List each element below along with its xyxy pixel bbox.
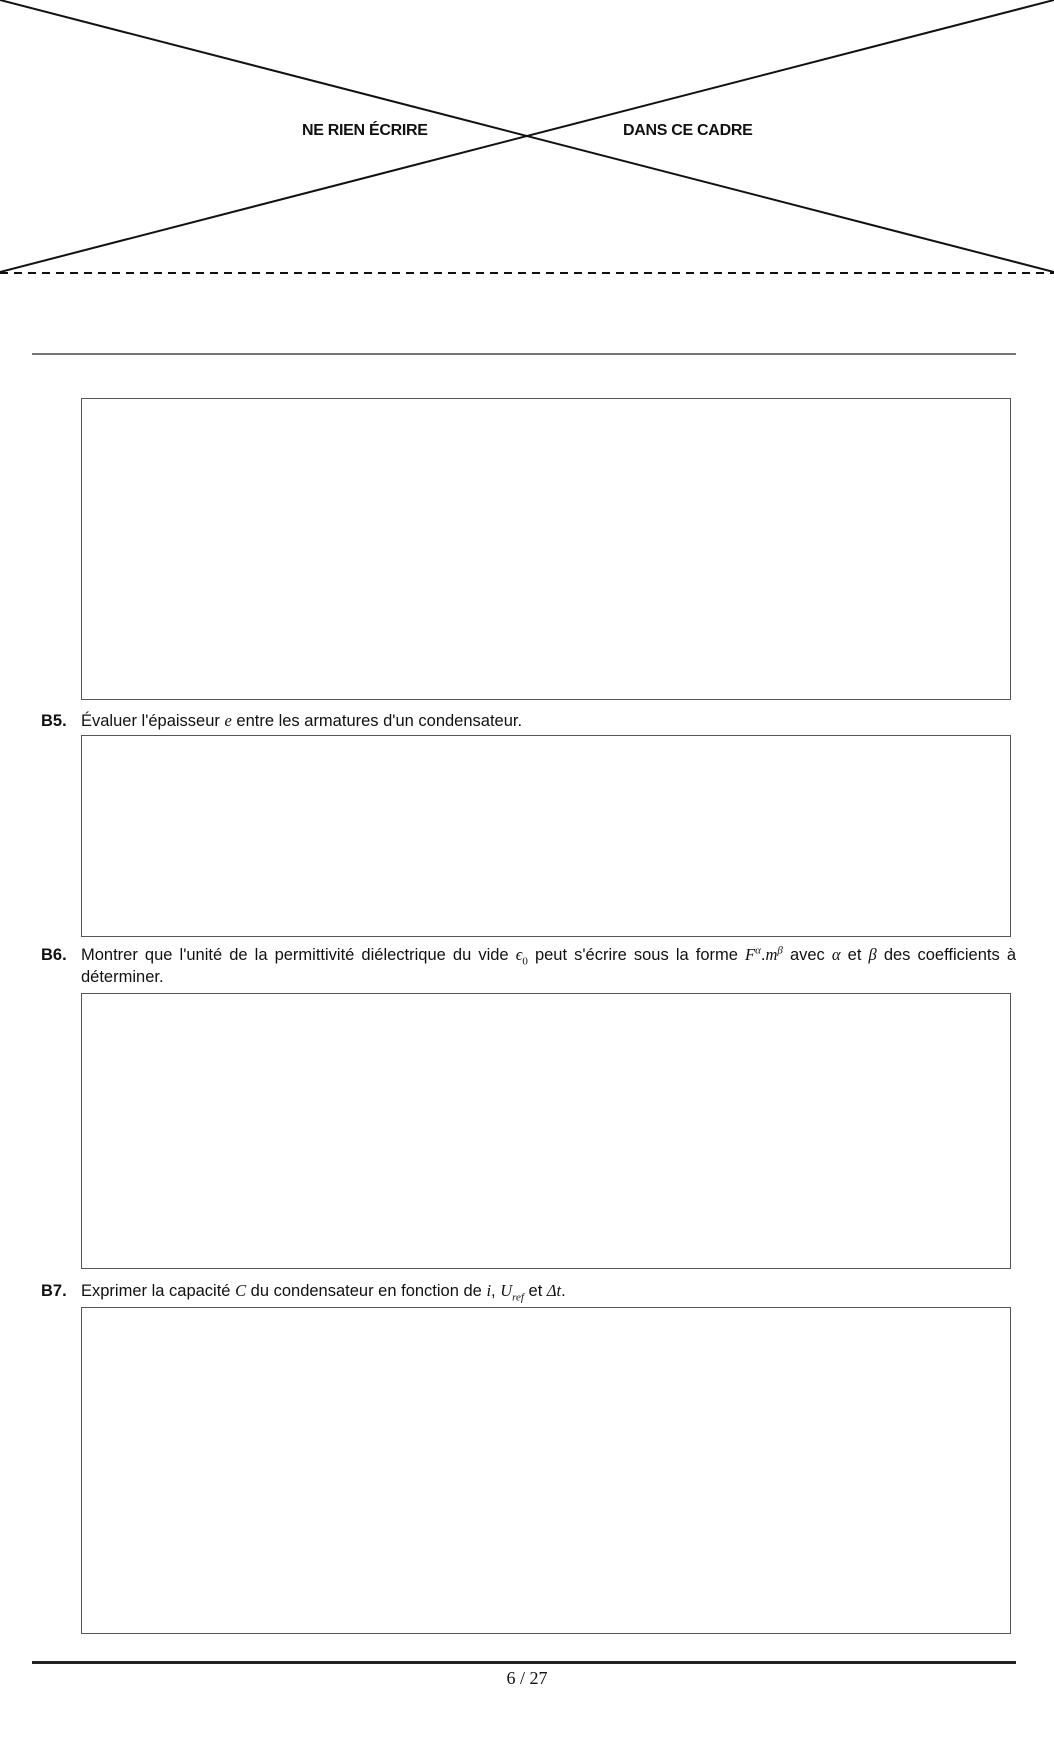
math-alpha: α: [755, 944, 761, 957]
question-text: du condensateur en fonction de: [246, 1282, 487, 1300]
math-delta-t: Δt: [546, 1281, 562, 1300]
question-text: Exprimer la capacité: [81, 1282, 236, 1300]
question-text: avec: [782, 946, 832, 964]
answer-box-b6[interactable]: [81, 993, 1011, 1269]
math-sub: ref: [512, 1291, 524, 1304]
math-dot: .: [760, 946, 766, 964]
no-write-label-right: DANS CE CADRE: [623, 122, 753, 139]
math-F: F: [745, 945, 756, 964]
footer-rule: [32, 1661, 1016, 1664]
question-text: et: [523, 1282, 547, 1300]
question-text: peut s'écrire sous la forme: [527, 946, 745, 964]
math-U: U: [500, 1281, 513, 1300]
math-sub: 0: [522, 955, 528, 968]
math-beta: β: [777, 944, 783, 957]
answer-box-b7[interactable]: [81, 1307, 1011, 1634]
header-rule: [32, 353, 1016, 355]
question-text: Évaluer l'épaisseur: [81, 712, 225, 730]
question-text: et: [840, 946, 869, 964]
answer-box-b4[interactable]: [81, 398, 1011, 700]
math-alpha: α: [831, 945, 841, 964]
math-epsilon: ϵ: [515, 945, 523, 964]
question-label: B7.: [41, 1282, 67, 1300]
question-text: entre les armatures d'un condensateur.: [231, 712, 523, 730]
question-text: Montrer que l'unité de la permittivité diélectrique du vide: [81, 946, 516, 964]
math-m: m: [765, 945, 778, 964]
separator: ,: [491, 1282, 501, 1300]
question-b6: [41, 944, 1016, 988]
no-write-label-left: NE RIEN ÉCRIRE: [302, 122, 428, 139]
question-label: B5.: [41, 712, 67, 730]
math-e: e: [224, 711, 232, 730]
question-text: .: [561, 1282, 566, 1300]
question-text: des coefficients à déterminer.: [81, 946, 1017, 986]
no-write-zone-cross: [0, 0, 1054, 280]
answer-box-b5[interactable]: [81, 735, 1011, 937]
question-b5: [41, 710, 1016, 732]
question-b7: [41, 1280, 1016, 1302]
page-number: 6 / 27: [506, 1668, 548, 1688]
math-beta: β: [868, 945, 877, 964]
math-i: i: [486, 1281, 492, 1300]
math-C: C: [235, 1281, 247, 1300]
question-label: B6.: [41, 946, 67, 964]
